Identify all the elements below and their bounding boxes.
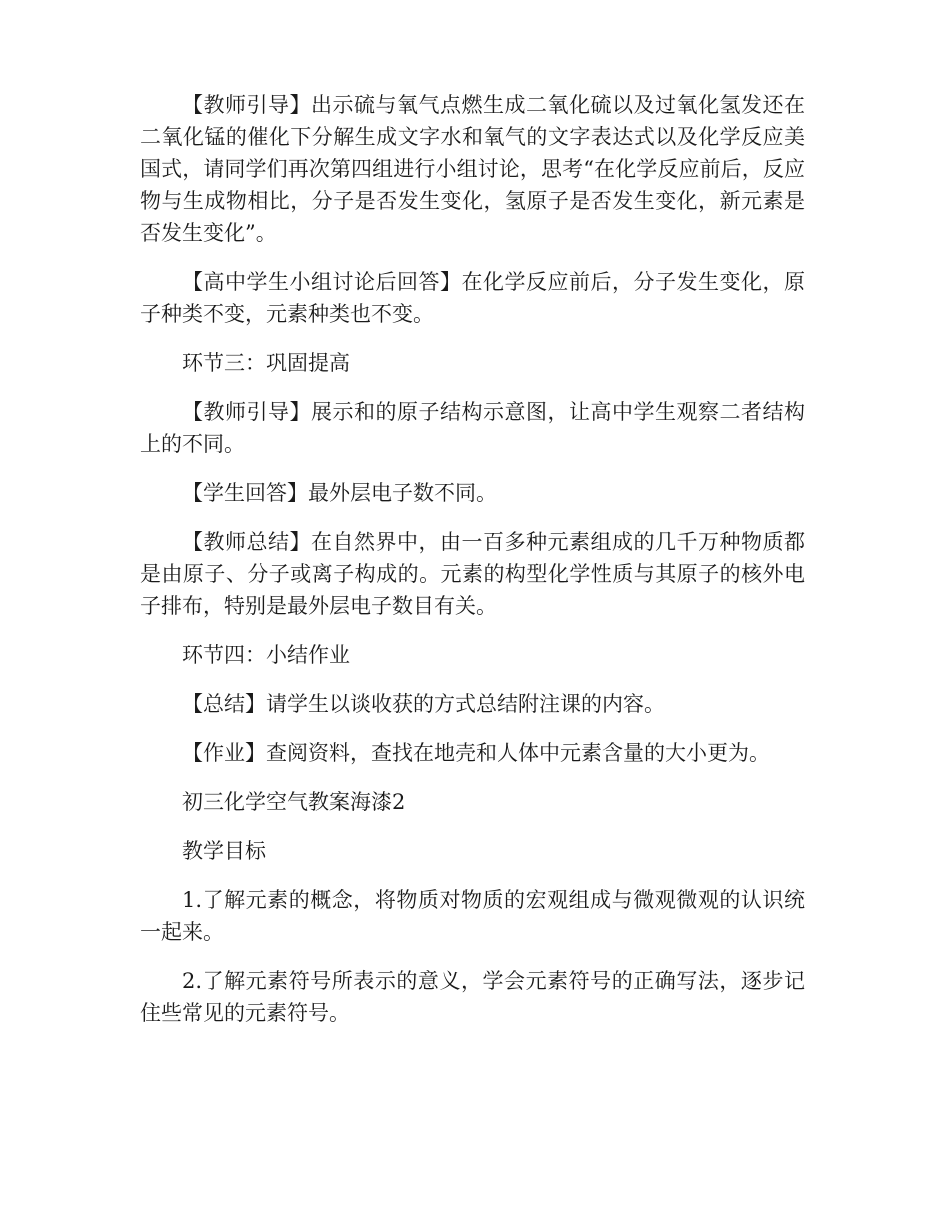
teaching-goal-item-1: 1.了解元素的概念，将物质对物质的宏观组成与微观微观的认识统一起来。: [140, 888, 805, 944]
section-heading-stage-three: 环节三：巩固提高: [182, 351, 350, 375]
paragraph-teacher-guidance-structure: 【教师引导】展示和的原子结构示意图，让高中学生观察二者结构上的不同。: [140, 400, 805, 456]
paragraph-summary: 【总结】请学生以谈收获的方式总结附注课的内容。: [182, 692, 665, 716]
paragraph-teacher-summary: 【教师总结】在自然界中，由一百多种元素组成的几千万种物质都是由原子、分子或离子构成的。元素的构型化学性质与其原子的核外电子排布，特别是最外层电子数目有关。: [140, 530, 805, 618]
paragraph-student-group-answer: 【高中学生小组讨论后回答】在化学反应前后，分子发生变化，原子种类不变，元素种类也不变。: [140, 270, 805, 326]
paragraph-teacher-guidance-reaction: 【教师引导】出示硫与氧气点燃生成二氧化硫以及过氧化氢发还在二氧化锰的催化下分解生成文字水和氧气的文字表达式以及化学反应美国式，请同学们再次第四组进行小组讨论，思考“在化学反应前后，反应物与生成物相比，分子是否发生变化，氢原子是否发生变化，新元素是否发生变化”。: [140, 93, 805, 245]
lesson-plan-title: 初三化学空气教案海漆2: [182, 790, 406, 814]
document-body: [140, 89, 805, 1046]
teaching-goals-heading: 教学目标: [182, 839, 266, 863]
paragraph-homework: 【作业】查阅资料，查找在地壳和人体中元素含量的大小更为。: [182, 741, 770, 765]
section-heading-stage-four: 环节四：小结作业: [182, 643, 350, 667]
paragraph-student-answer: 【学生回答】最外层电子数不同。: [182, 481, 497, 505]
teaching-goal-item-2: 2.了解元素符号所表示的意义，学会元素符号的正确写法，逐步记住些常见的元素符号。: [140, 969, 805, 1025]
